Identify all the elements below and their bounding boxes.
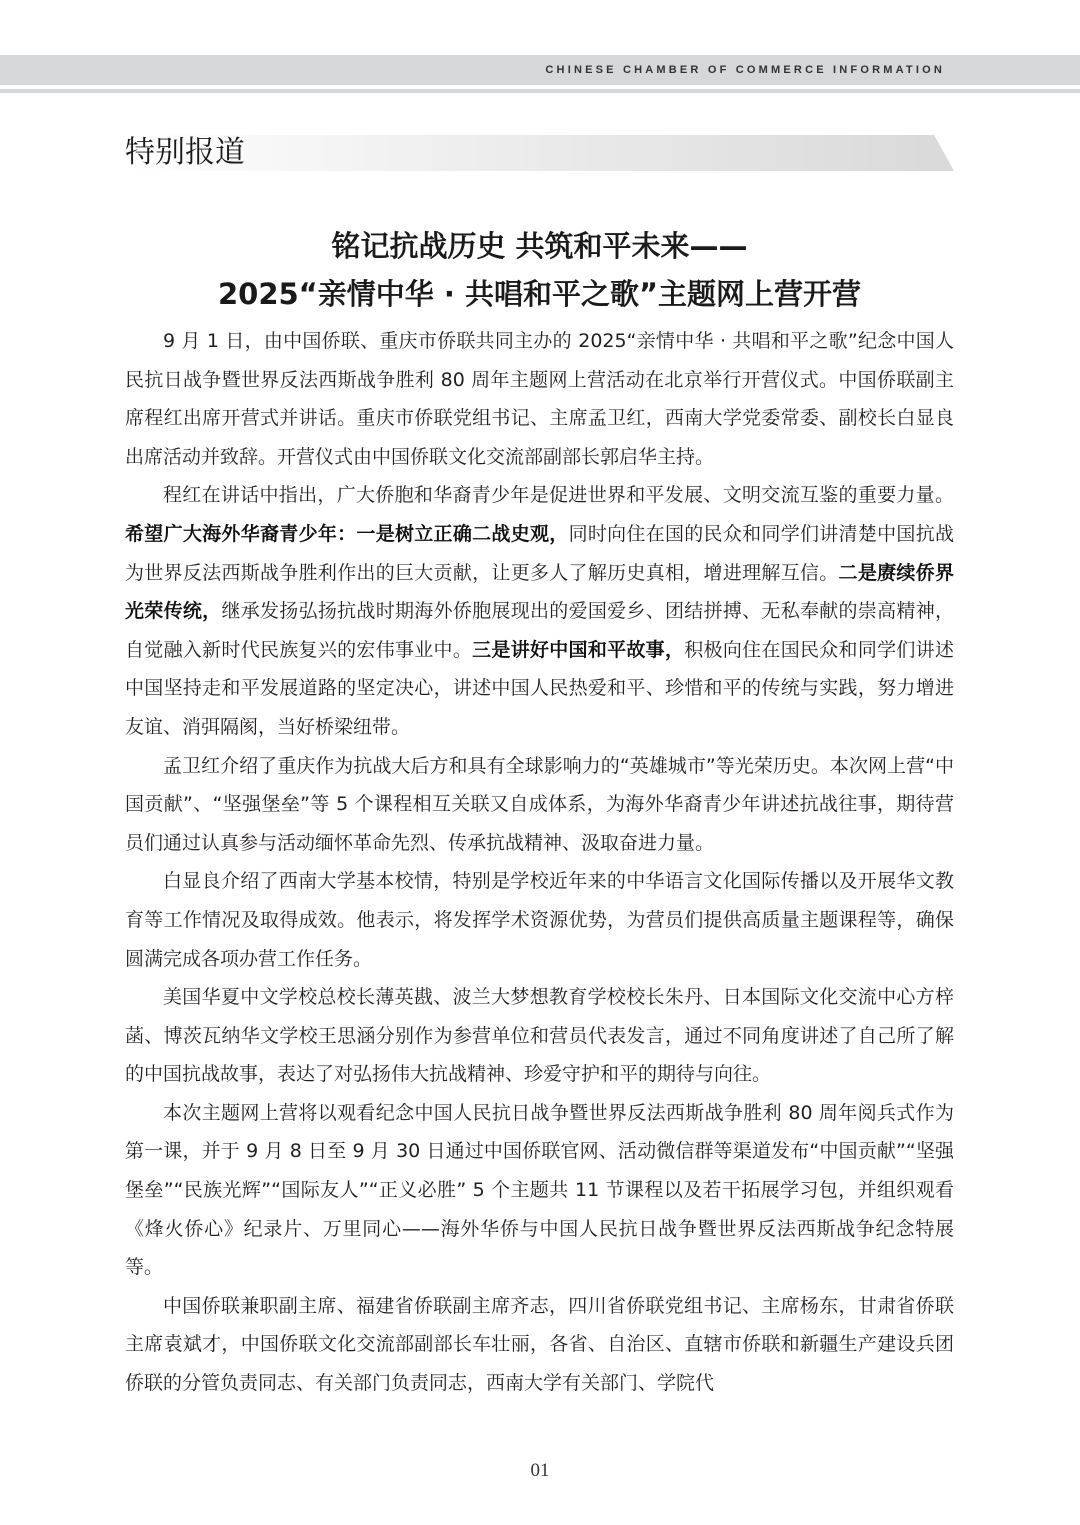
- paragraph-4: 白显良介绍了西南大学基本校情，特别是学校近年来的中华语言文化国际传播以及开展华文教育等工作情况及取得成效。他表示，将发挥学术资源优势，为营员们提供高质量主题课程等，确保圆满完成各项办营工作任务。: [125, 870, 954, 970]
- bold-segment: 希望广大海外华裔青少年：一是树立正确二战史观，: [125, 522, 569, 545]
- text-segment: 积极向住在国民众和同学们讲述中国坚持走和平发展道路的坚定决心，讲述中国人民热爱和平、珍惜和平的传统与实践，努力增进友谊、消弭隔阂，当好桥梁纽带。: [125, 638, 954, 738]
- bold-segment: 二是赓续侨界光荣传统，: [125, 561, 954, 623]
- text-segment: 继承发扬弘扬抗战时期海外侨胞展现出的爱国爱乡、团结拼搏、无私奉献的崇高精神，自觉融入新时代民族复兴的宏伟事业中。: [125, 600, 954, 661]
- paragraph-6: 本次主题网上营将以观看纪念中国人民抗日战争暨世界反法西斯战争胜利 80 周年阅兵式作为第一课，并于 9 月 8 日至 9 月 30 日通过中国侨联官网、活动微信群等渠道发布“中国贡献”“坚强堡垒”“民族光辉”“国际友人”“正义必胜” 5 个主题共 11 节课程以及若干拓展学习包，并组织观看《烽火侨心》纪录片、万里同心——海外华侨与中国人民抗日战争暨世界反法西斯战争纪念特展等。: [125, 1101, 954, 1279]
- paragraph-5: 美国华夏中文学校总校长薄英戡、波兰大梦想教育学校校长朱丹、日本国际文化交流中心方梓菡、博茨瓦纳华文学校王思涵分别作为参营单位和营员代表发言，通过不同角度讲述了自己所了解的中国抗战故事，表达了对弘扬伟大抗战精神、珍爱守护和平的期待与向往。: [125, 986, 954, 1086]
- section-title: 特别报道: [125, 135, 245, 170]
- paragraph-7: 中国侨联兼职副主席、福建省侨联副主席齐志，四川省侨联党组书记、主席杨东，甘肃省侨联主席袁斌才，中国侨联文化交流部副部长车壮丽，各省、自治区、直辖市侨联和新疆生产建设兵团侨联的分管负责同志、有关部门负责同志，西南大学有关部门、学院代: [125, 1294, 954, 1395]
- headline-line-1: 铭记抗战历史 共筑和平未来——: [331, 229, 748, 263]
- text-segment: 同时向住在国的民众和同学们讲清楚中国抗战为世界反法西斯战争胜利作出的巨大贡献，让更多人了解历史真相，增进理解互信。: [125, 522, 954, 584]
- article-body: [125, 322, 954, 1403]
- paragraph-1: 9 月 1 日，由中国侨联、重庆市侨联共同主办的 2025“亲情中华 · 共唱和平之歌”纪念中国人民抗日战争暨世界反法西斯战争胜利 80 周年主题网上营活动在北京举行开营仪式。中国侨联副主席程红出席开营式并讲话。重庆市侨联党组书记、主席孟卫红，西南大学党委常委、副校长白显良出席活动并致辞。开营仪式由中国侨联文化交流部副部长郭启华主持。: [125, 330, 954, 468]
- publication-name: CHINESE CHAMBER OF COMMERCE INFORMATION: [545, 64, 945, 76]
- section-band: [125, 135, 954, 171]
- bold-segment: 三是讲好中国和平故事，: [472, 638, 685, 661]
- paragraph-2: [125, 476, 954, 746]
- headline-line-2: 2025“亲情中华 · 共唱和平之歌”主题网上营开营: [217, 277, 862, 311]
- text-segment: 程红在讲话中指出，广大侨胞和华裔青少年是促进世界和平发展、文明交流互鉴的重要力量。: [163, 484, 954, 507]
- article-headline: [125, 222, 954, 318]
- paragraph-3: 孟卫红介绍了重庆作为抗战大后方和具有全球影响力的“英雄城市”等光荣历史。本次网上营“中国贡献”、“坚强堡垒”等 5 个课程相互关联又自成体系，为海外华裔青少年讲述抗战往事，期待营员们通过认真参与活动缅怀革命先烈、传承抗战精神、汲取奋进力量。: [125, 754, 954, 854]
- header-bar: [0, 55, 1080, 85]
- header-divider: [0, 89, 1080, 93]
- page-number: 01: [530, 1460, 550, 1481]
